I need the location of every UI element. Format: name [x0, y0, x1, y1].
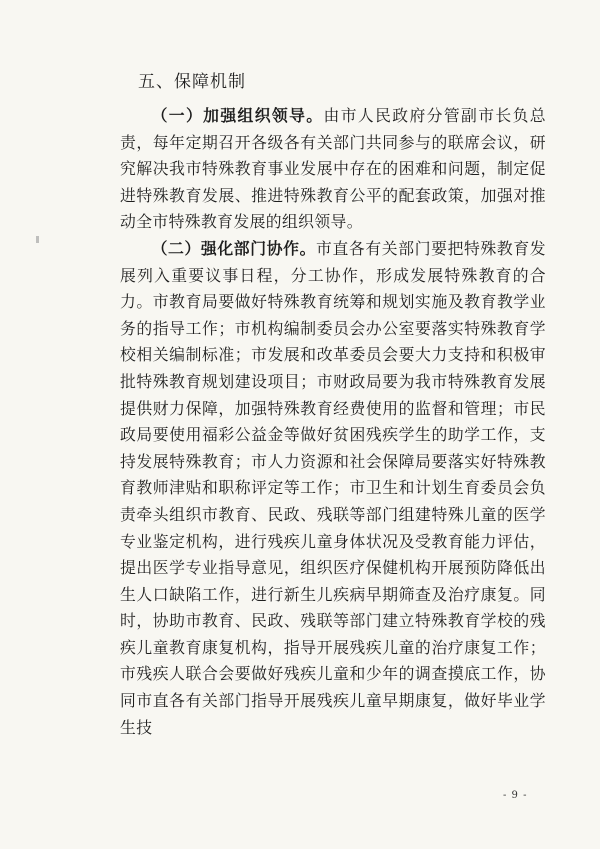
- paragraph-department-cooperation: [120, 236, 546, 741]
- page-number: - 9 -: [503, 790, 528, 801]
- paragraph-lead: （一）加强组织领导。: [151, 106, 324, 125]
- paragraph-text: 市直各有关部门要把特殊教育发展列入重要议事日程，分工协作，形成发展特殊教育的合力。市教育局要做好特殊教育统筹和规划实施及教育教学业务的指导工作；市机构编制委员会办公室要落实特殊教育学校相关编制标准；市发展和改革委员会要大力支持和积极审批特殊教育规划建设项目；市财政局要为我市特殊教育发展提供财力保障，加强特殊教育经费使用的监督和管理；市民政局要使用福彩公益金等做好贫困残疾学生的助学工作，支持发展特殊教育；市人力资源和社会保障局要落实好特殊教育教师津贴和职称评定等工作；市卫生和计划生育委员会负责牵头组织市教育、民政、残联等部门组建特殊儿童的医学专业鉴定机构，进行残疾儿童身体状况及受教育能力评估，提出医学专业指导意见，组织医疗保健机构开展预防降低出生人口缺陷工作，进行新生儿疾病早期筛查及治疗康复。同时，协助市教育、民政、残联等部门建立特殊教育学校的残疾儿童教育康复机构，指导开展残疾儿童的治疗康复工作；市残疾人联合会要做好残疾儿童和少年的调查摸底工作，协同市直各有关部门指导开展残疾儿童早期康复，做好毕业学生技: [120, 238, 546, 737]
- paragraph-organization-leadership: [120, 103, 546, 236]
- scan-margin-mark: [36, 236, 39, 243]
- section-heading: 五、保障机制: [138, 72, 246, 92]
- paragraph-text: 由市人民政府分管副市长负总责，每年定期召开各级各有关部门共同参与的联席会议，研究解决我市特殊教育事业发展中存在的困难和问题，制定促进特殊教育发展、推进特殊教育公平的配套政策，加强对推动全市特殊教育发展的组织领导。: [120, 106, 546, 232]
- paragraph-lead: （二）强化部门协作。: [151, 238, 317, 258]
- document-body: [120, 72, 546, 741]
